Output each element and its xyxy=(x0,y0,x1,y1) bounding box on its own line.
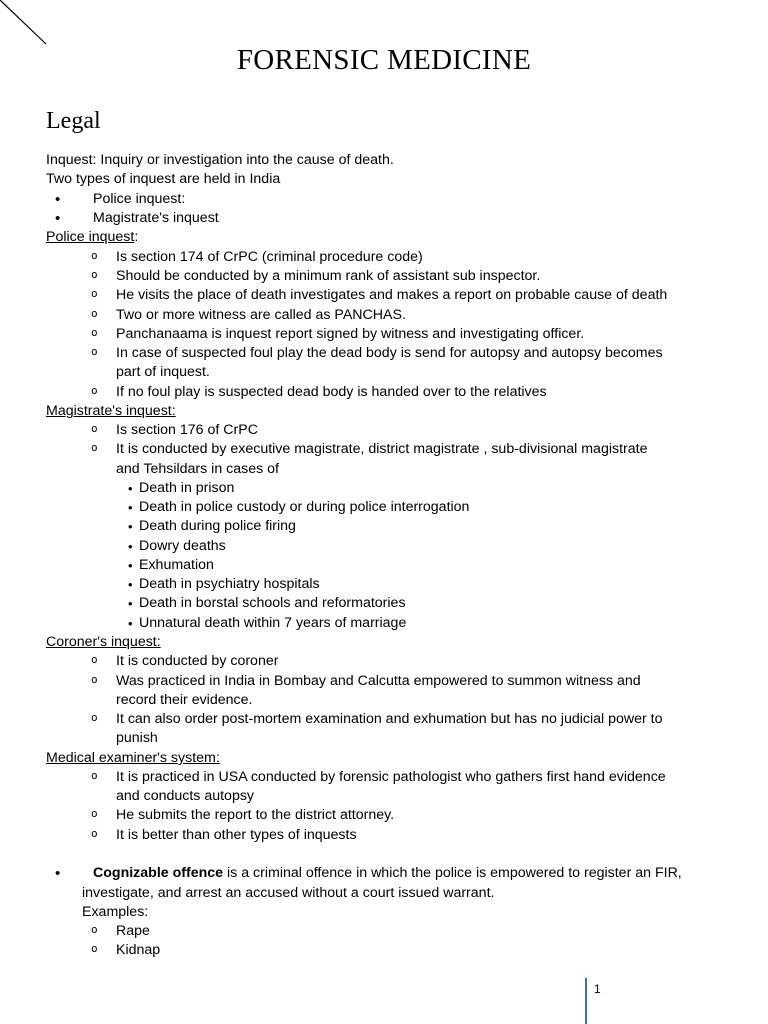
coroner-item: o It is conducted by coroner xyxy=(116,652,278,671)
example-item: o Rape xyxy=(116,922,150,941)
intro-line: Inquest: Inquiry or investigation into the cause of death. xyxy=(46,152,394,168)
magistrate-case: • Dowry deaths xyxy=(139,537,226,556)
cognizable-offence-term: Cognizable offence xyxy=(93,865,224,881)
corner-diagonal-line xyxy=(0,0,50,50)
magistrate-case: • Unnatural death within 7 years of marriage xyxy=(139,614,406,633)
type-item: • Police inquest: xyxy=(93,190,185,209)
page-number-rule xyxy=(585,978,587,1024)
coroner-item: o It can also order post-mortem examination and exhumation but has no judicial power to xyxy=(116,710,663,729)
magistrate-item: o It is conducted by executive magistrate, district magistrate , sub-divisional magistrate xyxy=(116,440,647,459)
police-item-continuation: part of inquest. xyxy=(116,364,210,380)
magistrate-item: o Is section 176 of CrPC xyxy=(116,421,258,440)
page-number: 1 xyxy=(594,982,601,996)
intro-line: Two types of inquest are held in India xyxy=(46,171,281,187)
coroner-item-continuation: record their evidence. xyxy=(116,692,253,708)
police-item: o Is section 174 of CrPC (criminal procedure code) xyxy=(116,248,423,267)
medical-item: o It is practiced in USA conducted by forensic pathologist who gathers first hand evidence xyxy=(116,768,666,787)
magistrate-case: • Death during police firing xyxy=(139,517,296,536)
police-item: o He visits the place of death investigates and makes a report on probable cause of death xyxy=(116,286,667,305)
coroner-item-continuation: punish xyxy=(116,730,158,746)
police-item: o Panchanaama is inquest report signed by witness and investigating officer. xyxy=(116,325,584,344)
cognizable-offence-continuation: investigate, and arrest an accused without a court issued warrant. xyxy=(82,885,495,901)
document-title: FORENSIC MEDICINE xyxy=(236,44,532,76)
magistrate-inquest-heading: Magistrate's inquest: xyxy=(46,403,176,419)
police-item: o Should be conducted by a minimum rank of assistant sub inspector. xyxy=(116,267,540,286)
example-item: o Kidnap xyxy=(116,941,160,960)
coroner-item: o Was practiced in India in Bombay and Calcutta empowered to summon witness and xyxy=(116,672,641,691)
police-inquest-heading: Police inquest: xyxy=(46,229,139,245)
medical-examiner-heading: Medical examiner's system: xyxy=(46,750,220,766)
type-item: • Magistrate's inquest xyxy=(93,209,219,228)
medical-item: o He submits the report to the district attorney. xyxy=(116,806,394,825)
coroner-inquest-heading: Coroner's inquest: xyxy=(46,634,161,650)
cognizable-offence-definition: • Cognizable offence is a criminal offence in which the police is empowered to register an FIR, xyxy=(93,864,682,883)
magistrate-case: • Death in prison xyxy=(139,479,234,498)
magistrate-case: • Exhumation xyxy=(139,556,214,575)
police-item: o Two or more witness are called as PANCHAS. xyxy=(116,306,406,325)
medical-item: o It is better than other types of inquests xyxy=(116,826,357,845)
police-item: o If no foul play is suspected dead body is handed over to the relatives xyxy=(116,383,547,402)
magistrate-case: • Death in borstal schools and reformatories xyxy=(139,594,406,613)
section-heading-legal: Legal xyxy=(46,108,101,134)
magistrate-case: • Death in psychiatry hospitals xyxy=(139,575,320,594)
medical-item-continuation: and conducts autopsy xyxy=(116,788,255,804)
magistrate-case: • Death in police custody or during police interrogation xyxy=(139,498,469,517)
magistrate-item-continuation: and Tehsildars in cases of xyxy=(116,461,279,477)
examples-label: Examples: xyxy=(82,904,149,920)
police-item: o In case of suspected foul play the dead body is send for autopsy and autopsy becomes xyxy=(116,344,663,363)
